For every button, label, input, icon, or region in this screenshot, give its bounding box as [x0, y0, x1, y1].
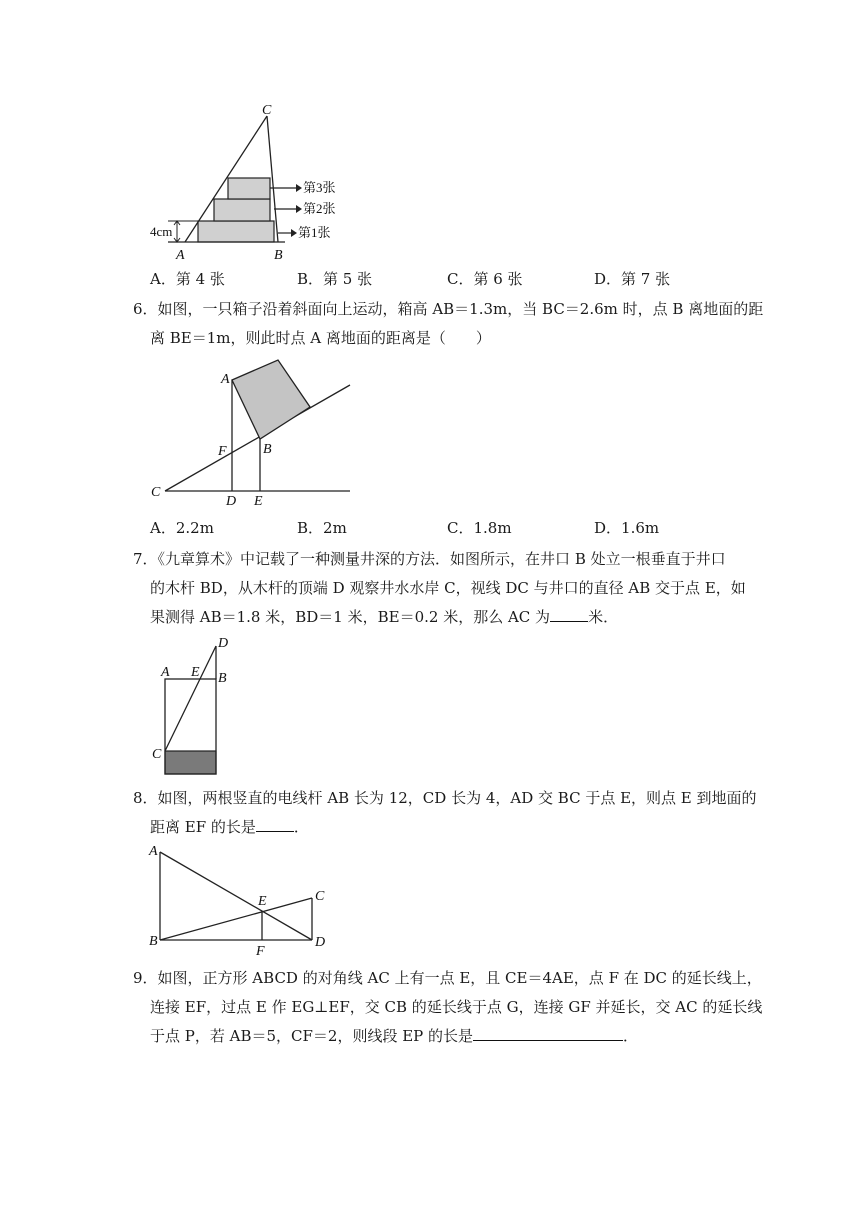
q7-label-c: C [152, 747, 162, 762]
q5-label-sheet2: 第2张 [303, 201, 336, 216]
q7-stem-line3-end: 米． [588, 608, 619, 626]
q8-label-c: C [315, 889, 325, 904]
q6-option-a[interactable]: A．2.2m [150, 519, 214, 537]
q6-option-c[interactable]: C．1.8m [447, 519, 512, 537]
q7-stem-line2: 的木杆 BD，从木杆的顶端 D 观察井水水岸 C，视线 DC 与井口的直径 AB 交于点 E，如 [150, 579, 746, 597]
q8-label-d: D [315, 935, 326, 950]
q6-stem-line2: 离 BE＝1m，则此时点 A 离地面的距离是（ ） [150, 329, 491, 347]
q5-option-c[interactable]: C．第 6 张 [447, 270, 523, 288]
q8-label-f: F [256, 944, 265, 959]
q5-label-c: C [262, 103, 272, 118]
q6-stem-line1: 6．如图，一只箱子沿着斜面向上运动，箱高 AB＝1.3m，当 BC＝2.6m 时，点 B 离地面的距 [133, 300, 764, 318]
q6-option-d[interactable]: D．1.6m [594, 519, 660, 537]
q6-figure [150, 350, 360, 515]
q8-answer-blank[interactable] [256, 817, 294, 832]
q8-stem-line2-text: 距离 EF 的长是 [150, 818, 256, 836]
q7-label-b: B [218, 671, 227, 686]
q7-figure [150, 634, 250, 779]
q5-label-sheet1: 第1张 [298, 225, 331, 240]
sheet-3 [228, 178, 270, 199]
q6-label-d: D [226, 494, 237, 509]
q7-stem-line1: 7．《九章算术》中记载了一种测量井深的方法．如图所示，在井口 B 处立一根垂直于井口 [133, 550, 726, 568]
q6-option-b[interactable]: B．2m [297, 519, 347, 537]
q7-stem-line3-text: 果测得 AB＝1.8 米，BD＝1 米，BE＝0.2 米，那么 AC 为 [150, 608, 551, 626]
q5-figure [150, 100, 360, 265]
q9-stem-line3-end: ． [623, 1027, 639, 1045]
q6-diagram [150, 350, 360, 515]
sheet-2 [214, 199, 270, 221]
q5-option-a[interactable]: A．第 4 张 [150, 270, 225, 288]
q5-label-a: A [176, 248, 185, 263]
q7-diagram [150, 634, 250, 779]
q8-figure [148, 842, 338, 957]
q5-label-sheet3: 第3张 [303, 180, 336, 195]
q6-label-b: B [263, 442, 272, 457]
q9-answer-blank[interactable] [473, 1026, 623, 1041]
q7-label-d: D [218, 636, 229, 651]
q8-label-b: B [149, 934, 158, 949]
q9-stem-line3 [150, 1025, 860, 1047]
q8-stem-line2 [150, 816, 860, 838]
q7-label-a: A [161, 665, 170, 680]
q5-label-b: B [274, 248, 283, 263]
q5-option-b[interactable]: B．第 5 张 [297, 270, 373, 288]
q8-label-e: E [258, 894, 267, 909]
q8-stem-line1: 8．如图，两根竖直的电线杆 AB 长为 12，CD 长为 4，AD 交 BC 于点 E，则点 E 到地面的 [133, 789, 757, 807]
q6-label-f: F [218, 444, 227, 459]
sheet-1 [198, 221, 274, 242]
q5-diagram [150, 100, 360, 265]
q8-diagram [148, 842, 338, 957]
q6-label-a: A [221, 372, 230, 387]
q8-label-a: A [149, 844, 158, 859]
q5-option-d[interactable]: D．第 7 张 [594, 270, 671, 288]
q7-water [165, 751, 216, 774]
q9-stem-line3-text: 于点 P，若 AB＝5，CF＝2，则线段 EP 的长是 [150, 1027, 474, 1045]
q7-stem-line3 [150, 606, 860, 628]
q8-stem-line2-end: ． [293, 818, 309, 836]
q9-stem-line1: 9．如图，正方形 ABCD 的对角线 AC 上有一点 E，且 CE＝4AE，点 F 在 DC 的延长线上， [133, 969, 762, 987]
q6-label-e: E [254, 494, 263, 509]
q7-answer-blank[interactable] [550, 607, 588, 622]
q7-label-e: E [191, 665, 200, 680]
q6-box [232, 360, 310, 439]
q6-label-c: C [151, 485, 161, 500]
q9-stem-line2: 连接 EF，过点 E 作 EG⊥EF，交 CB 的延长线于点 G，连接 GF 并延长，交 AC 的延长线 [150, 998, 763, 1016]
q5-label-height: 4cm [150, 224, 173, 239]
